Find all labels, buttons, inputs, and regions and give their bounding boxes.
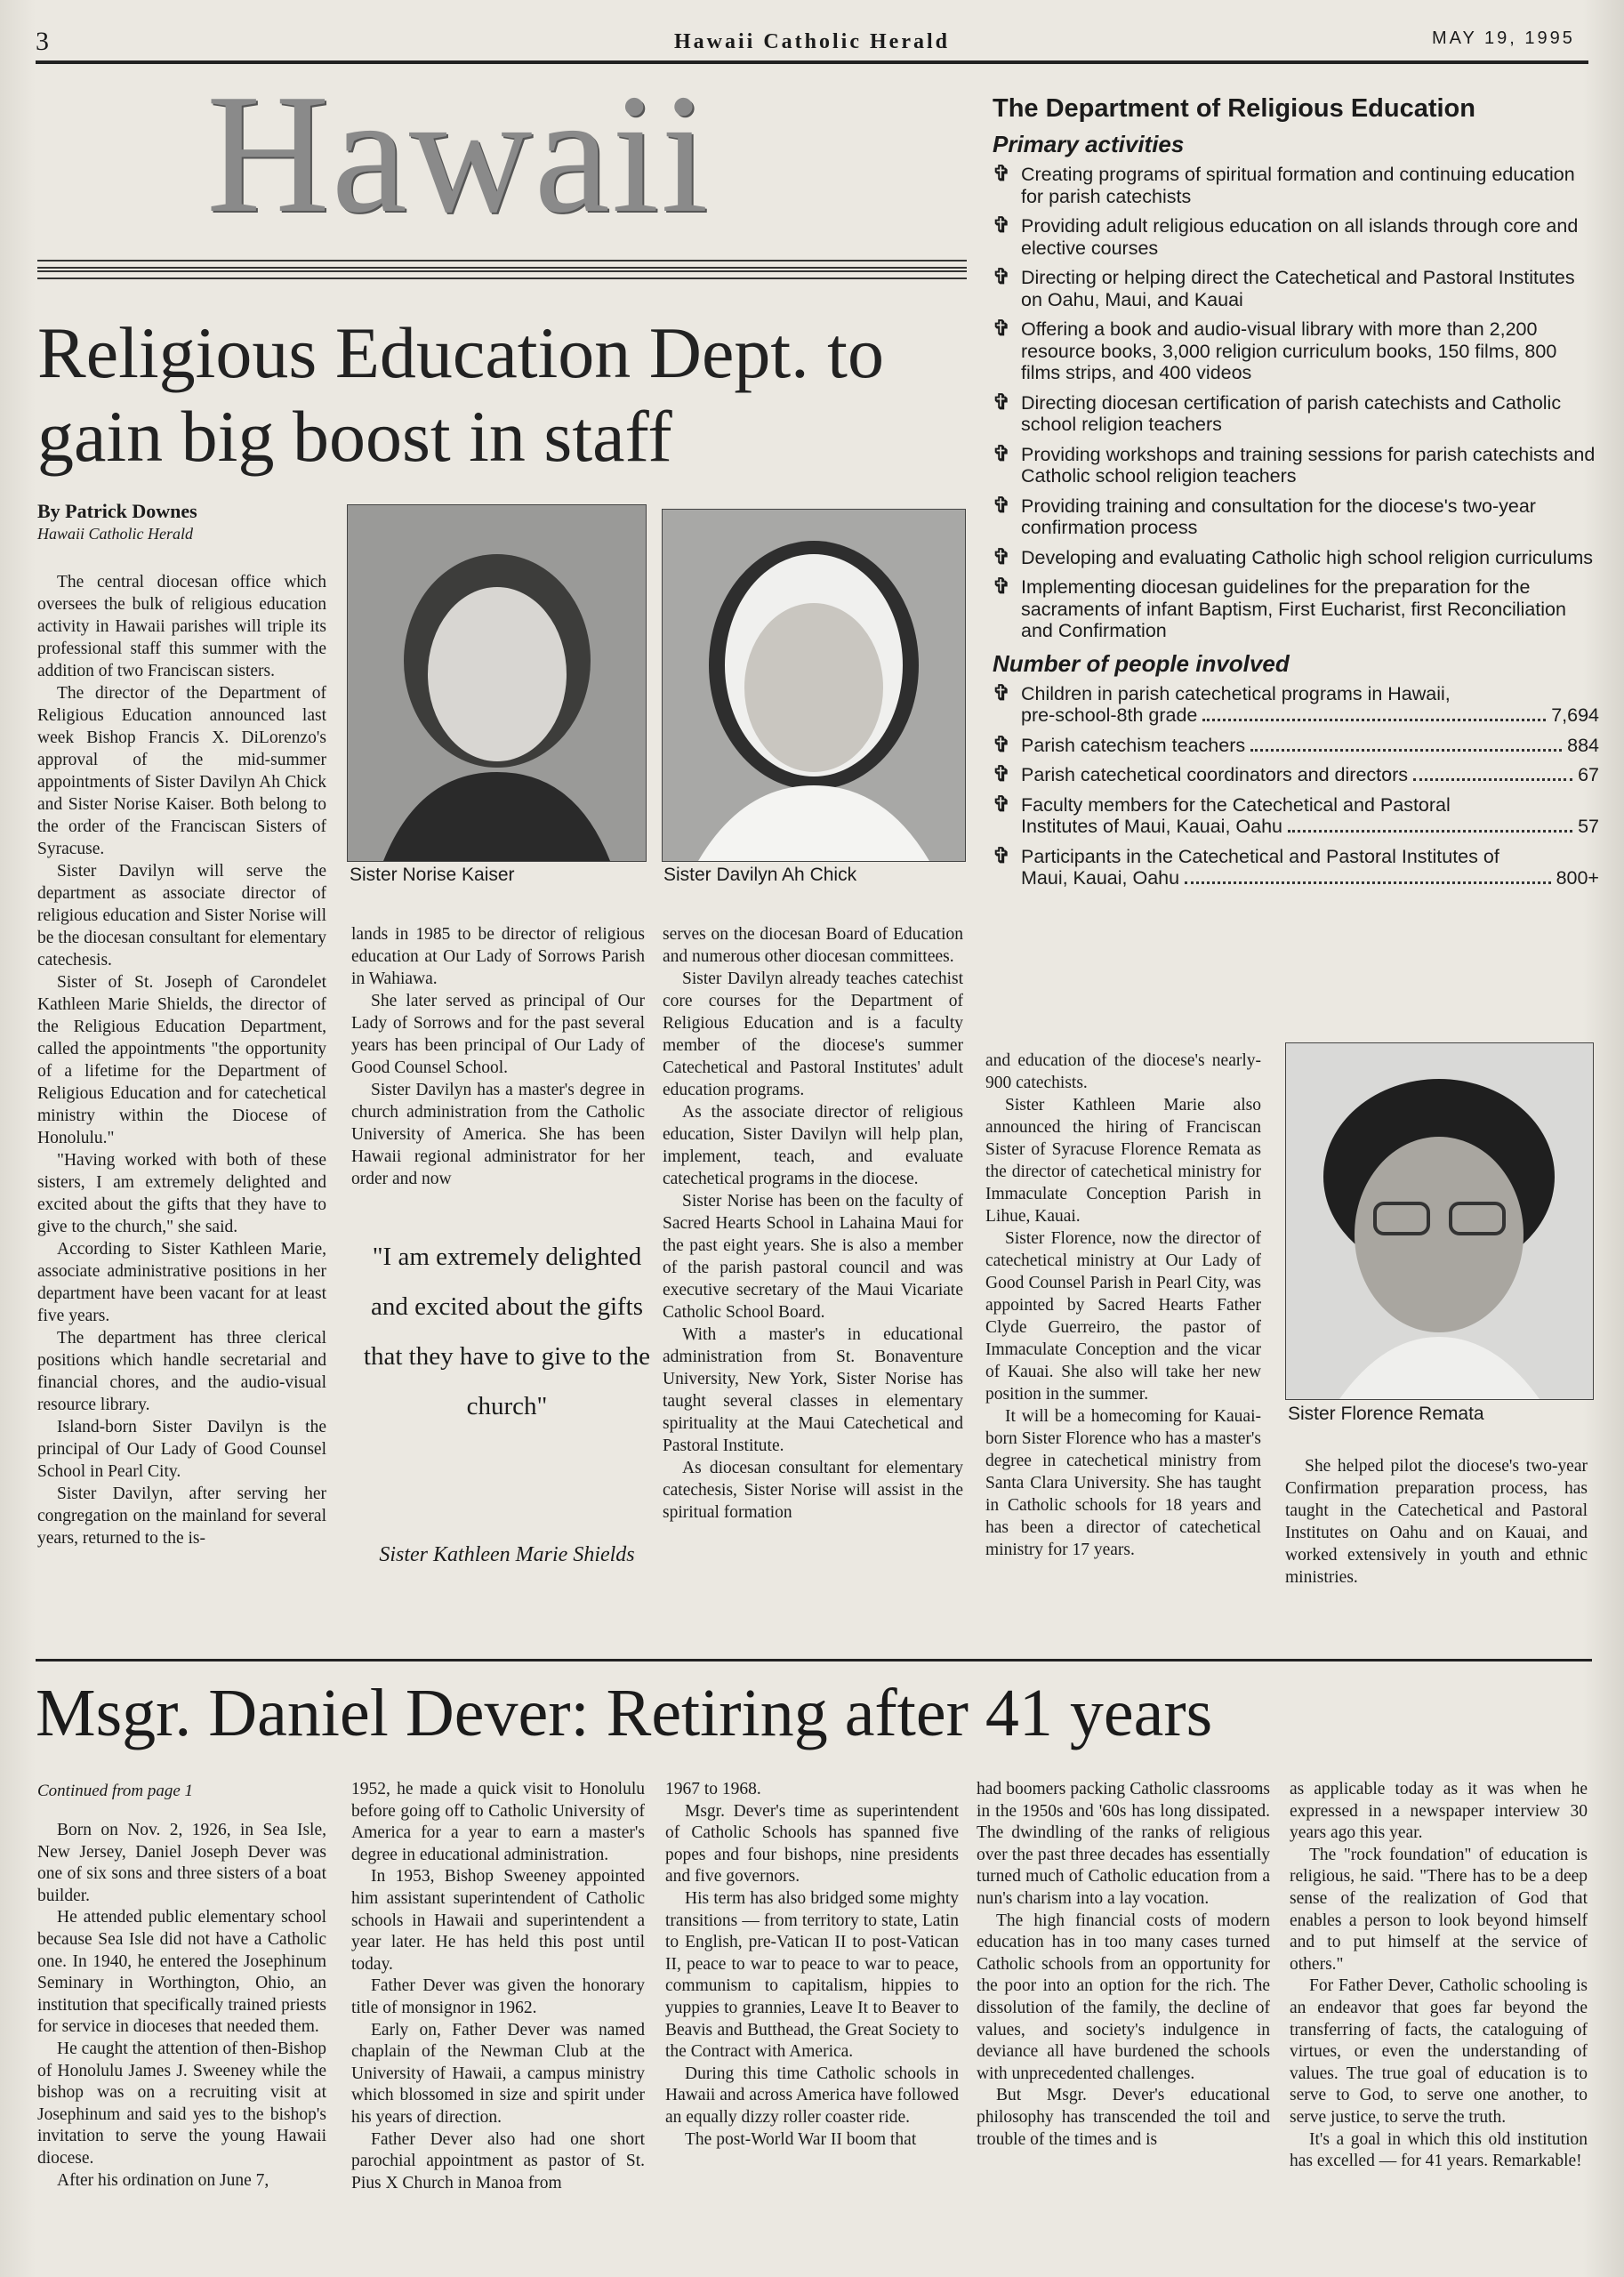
paragraph: serves on the diocesan Board of Education and numerous other diocesan committees. xyxy=(663,925,963,966)
caption-davilyn: Sister Davilyn Ah Chick xyxy=(663,865,857,885)
cross-icon: ✞ xyxy=(993,213,1011,237)
cross-icon: ✞ xyxy=(993,544,1011,569)
paragraph: But Msgr. Dever's educational philosophy has transcended the toil and trouble of the times and is xyxy=(977,2086,1270,2149)
paragraph: Father Dever was given the honorary title of monsignor in 1962. xyxy=(351,1976,645,2017)
paragraph: After his ordination on June 7, xyxy=(57,2170,269,2190)
cross-icon: ✞ xyxy=(993,843,1011,868)
portrait-image xyxy=(1286,1043,1593,1399)
portrait-image xyxy=(663,510,965,861)
paragraph: and education of the diocese's nearly-900 catechists. xyxy=(985,1051,1261,1092)
list-item: ✞ Providing training and consultation for the diocese's two-year confirmation process xyxy=(993,493,1536,538)
paragraph: Sister Norise has been on the faculty of Sacred Hearts School in Lahaina Maui for the past eight years. She is also a member of the parish pastoral council and was executive secretary of the Maui Vicariate Catholic School Board. xyxy=(663,1192,963,1322)
list-item: ✞ Parish catechism teachers 884 xyxy=(993,732,1599,757)
paragraph: It will be a homecoming for Kauai-born Sister Florence who has a master's degree in catechetical ministry from Santa Clara University. She has taught in Catholic schools for 18 years and has been a director of catechetical ministry for 17 years. xyxy=(985,1407,1261,1559)
paragraph: His term has also bridged some mighty transitions — from territory to state, Latin to English, pre-Vatican II to post-Vatican II, peace to war to peace to war to peace, communism to capitalism, hippies to yuppies to grannies, Leave It to Beaver to Beavis and Butthead, the Great Society to the Contract with America. xyxy=(665,1888,959,2062)
paragraph: She helped pilot the diocese's two-year Confirmation preparation process, has taught in the Catechetical and Pastoral Institutes on Oahu and on Kauai, and worked extensively in youth and ethnic ministries. xyxy=(1285,1457,1588,1587)
paragraph: 1967 to 1968. xyxy=(665,1780,761,1798)
list-item: ✞ Implementing diocesan guidelines for the preparation for the sacraments of infant Baptism, First Eucharist, first Reconciliation and Confirmation xyxy=(993,575,1566,641)
paragraph: He attended public elementary school because Sea Isle did not have a Catholic one. In 1940, he entered the Josephinum Seminary in Worthington, Ohio, an institution that specifically trained priests for service in dioceses that needed them. xyxy=(37,1908,326,2037)
people-list xyxy=(977,680,1599,889)
paragraph: With a master's in educational administration from St. Bonaventure University, New York, Sister Norise has taught several classes in elementary spirituality at the Maui Catechetical and Pastoral Institute. xyxy=(663,1325,963,1455)
top-story-col4 xyxy=(985,1050,1261,1561)
cross-icon: ✞ xyxy=(993,732,1011,757)
list-item: ✞ Offering a book and audio-visual library with more than 2,200 resource books, 3,000 religion curriculum books, 150 films, 800 films strips, and 400 videos xyxy=(993,317,1557,383)
top-story-col1 xyxy=(37,571,326,1549)
list-item: ✞ Creating programs of spiritual formation and continuing education for parish catechists xyxy=(993,162,1575,207)
paragraph: 1952, he made a quick visit to Honolulu before going off to Catholic University of America for a year to earn a master's degree in educational administration. xyxy=(351,1780,645,1864)
cross-icon: ✞ xyxy=(993,575,1011,599)
bottom-story-col2 xyxy=(351,1779,645,2194)
paragraph: He caught the attention of then-Bishop of Honolulu James J. Sweeney while the bishop was on a recruiting visit at Josephinum and said yes to the bishop's invitation to serve the young Hawaii diocese. xyxy=(37,2039,326,2168)
paragraph: had boomers packing Catholic classrooms in the 1950s and '60s has long dissipated. The dwindling of the ranks of religious over the past three decades has essentially turned much of Catholic education from a nun's charism into a lay vocation. xyxy=(977,1780,1270,1908)
paragraph: "Having worked with both of these sisters, I am extremely delighted and excited about the gifts that they have to give to the church," she said. xyxy=(37,1151,326,1236)
top-story-col2 xyxy=(351,923,645,1190)
paragraph: The "rock foundation" of education is religious, he said. "There has to be a deep sense of the realization of God that enables a person to look beyond himself and to put himself at the service of others." xyxy=(1290,1845,1588,1974)
cross-icon: ✞ xyxy=(993,390,1011,414)
paragraph: Father Dever also had one short parochial appointment as pastor of St. Pius X Church in Manoa from xyxy=(351,2129,645,2193)
issue-date: MAY 19, 1995 xyxy=(1432,28,1575,48)
paragraph: According to Sister Kathleen Marie, associate administrative positions in her department have been vacant for at least five years. xyxy=(37,1240,326,1325)
caption-norise: Sister Norise Kaiser xyxy=(350,865,515,885)
photo-davilyn-ah-chick xyxy=(662,509,966,862)
paragraph: For Father Dever, Catholic schooling is an endeavor that goes far beyond the transferring of facts, the cataloguing of virtues, or even the understanding of values. The true goal of education is to serve to God, to serve one another, to serve justice, to serve the truth. xyxy=(1290,1976,1588,2127)
paragraph: She later served as principal of Our Lady of Sorrows and for the past several years has been principal of Our Lady of Good Counsel School. xyxy=(351,992,645,1077)
top-story-col5 xyxy=(1285,1455,1588,1589)
cross-icon: ✞ xyxy=(993,680,1011,705)
bottom-story-col1 xyxy=(37,1820,326,2192)
bottom-story-col5 xyxy=(1290,1779,1588,2173)
paragraph: Msgr. Dever's time as superintendent of Catholic Schools has spanned five popes and four bishops, nine presidents and five governors. xyxy=(665,1801,959,1887)
primary-activities-heading: Primary activities xyxy=(993,131,1185,157)
paragraph: In 1953, Bishop Sweeney appointed him assistant superintendent of Catholic schools in Hawaii and superintendent a year later. He has held this post until today. xyxy=(351,1867,645,1974)
paper-name: Hawaii Catholic Herald xyxy=(674,30,950,53)
paragraph: The department has three clerical positions which handle secretarial and financial chores, and the audio-visual resource library. xyxy=(37,1329,326,1414)
activities-list xyxy=(977,164,1599,642)
continued-from: Continued from page 1 xyxy=(37,1782,194,1800)
list-item: ✞ Faculty members for the Catechetical and Pastoral Institutes of Maui, Kauai, Oahu 57 xyxy=(993,792,1599,837)
list-item: ✞ Providing workshops and training sessions for parish catechists and Catholic school religion teachers xyxy=(993,441,1596,487)
top-headline: Religious Education Dept. to gain big boost in staff xyxy=(37,312,884,477)
paragraph: It's a goal in which this old institution has excelled — for 41 years. Remarkable! xyxy=(1290,2129,1588,2171)
cross-icon: ✞ xyxy=(993,441,1011,466)
paragraph: The high financial costs of modern education has in too many cases turned Catholic schools from an opportunity for the poor into an option for the rich. The dissolution of the family, the decline of values, and society's indulgence in deviance all have burdened the schools with unprecedented challenges. xyxy=(977,1911,1270,2083)
people-involved-heading: Number of people involved xyxy=(993,649,1290,677)
list-item: ✞ Children in parish catechetical programs in Hawaii, pre-school-8th grade 7,694 xyxy=(993,680,1599,726)
portrait-image xyxy=(348,505,646,861)
cross-icon: ✞ xyxy=(993,792,1011,817)
list-item: ✞ Directing or helping direct the Catechetical and Pastoral Institutes on Oahu, Maui, and Kauai xyxy=(993,265,1575,310)
paragraph: Sister Kathleen Marie also announced the hiring of Franciscan Sister of Syracuse Florence Remata as the director of catechetical ministry for Immaculate Conception Parish in Lihue, Kauai. xyxy=(985,1096,1261,1226)
paragraph: The post-World War II boom that xyxy=(685,2129,917,2149)
paragraph: As the associate director of religious education, Sister Davilyn will help plan, implement, teach, and evaluate catechetical programs in the diocese. xyxy=(663,1103,963,1188)
paragraph: Sister Florence, now the director of catechetical ministry at Our Lady of Good Counsel Parish in Pearl City, was appointed by Sacred Hearts Father Clyde Guerreiro, the pastor of Immaculate Conception and the vicar of Kauai. She also will take her new position in the summer. xyxy=(985,1229,1261,1404)
paragraph: Sister Davilyn, after serving her congregation on the mainland for several years, returned to the is- xyxy=(37,1484,326,1548)
byline-org: Hawaii Catholic Herald xyxy=(37,525,193,543)
paragraph: Island-born Sister Davilyn is the principal of Our Lady of Good Counsel School in Pearl City. xyxy=(37,1418,326,1481)
pull-quote: "I am extremely delighted and excited about the gifts that they have to give to the church" xyxy=(363,1243,651,1420)
paragraph: Sister Davilyn has a master's degree in church administration from the Catholic University of America. She has been Hawaii regional administrator for her order and now xyxy=(351,1081,645,1188)
cross-icon: ✞ xyxy=(993,493,1011,518)
paragraph: Sister Davilyn will serve the department as associate director of religious education and Sister Norise will be the diocesan consultant for elementary catechesis. xyxy=(37,862,326,970)
paragraph: Sister Davilyn already teaches catechist core courses for the Department of Religious Education and is a faculty member of the diocese's summer Catechetical and Pastoral Institutes' adult education programs. xyxy=(663,970,963,1099)
paragraph: The director of the Department of Religious Education announced last week Bishop Francis X. DiLorenzo's approval of the mid-summer appointments of Sister Davilyn Ah Chick and Sister Norise Kaiser. Both belong to the order of the Franciscan Sisters of Syracuse. xyxy=(37,684,326,858)
byline: By Patrick Downes xyxy=(37,500,197,522)
list-item: ✞ Participants in the Catechetical and Pastoral Institutes of Maui, Kauai, Oahu 800+ xyxy=(993,843,1599,889)
paragraph: Sister of St. Joseph of Carondelet Kathleen Marie Shields, the director of the Religious Education Department, called the appointments "the opportunity of a lifetime for the Department of Religious Education and for catechetical ministry within the Diocese of Honolulu." xyxy=(37,973,326,1147)
bottom-story-rule xyxy=(36,1659,1592,1661)
bottom-story-col4 xyxy=(977,1779,1270,2151)
list-item: ✞ Directing diocesan certification of parish catechists and Catholic school religion teachers xyxy=(993,390,1562,435)
top-story-col3 xyxy=(663,923,963,1524)
cross-icon: ✞ xyxy=(993,265,1011,289)
paragraph: as applicable today as it was when he expressed in a newspaper interview 30 years ago this year. xyxy=(1290,1780,1588,1843)
pull-quote-author: Sister Kathleen Marie Shields xyxy=(379,1543,635,1566)
paragraph: Born on Nov. 2, 1926, in Sea Isle, New Jersey, Daniel Joseph Dever was one of six sons and three sisters of a boat builder. xyxy=(37,1821,326,1905)
section-rule xyxy=(37,260,967,269)
paragraph: The central diocesan office which oversees the bulk of religious education activity in Hawaii parishes will triple its professional staff this summer with the addition of two Franciscan sisters. xyxy=(37,573,326,680)
paragraph: Early on, Father Dever was named chaplain of the Newman Club at the University of Hawaii, a campus ministry which blossomed in size and spirit under his years of direction. xyxy=(351,2020,645,2127)
list-item: ✞ Developing and evaluating Catholic high school religion curriculums xyxy=(993,544,1593,569)
cross-icon: ✞ xyxy=(993,762,1011,786)
page-number: 3 xyxy=(36,27,49,56)
list-item: ✞ Parish catechetical coordinators and directors 67 xyxy=(993,762,1599,786)
photo-norise-kaiser xyxy=(347,504,647,862)
caption-florence: Sister Florence Remata xyxy=(1288,1404,1484,1424)
list-item: ✞ Providing adult religious education on all islands through core and elective courses xyxy=(993,213,1579,259)
photo-florence-remata xyxy=(1285,1042,1594,1400)
bottom-headline: Msgr. Daniel Dever: Retiring after 41 years xyxy=(36,1676,1213,1750)
paragraph: During this time Catholic schools in Hawaii and across America have followed an equally dizzy roller coaster ride. xyxy=(665,2064,959,2127)
paragraph: As diocesan consultant for elementary catechesis, Sister Norise will assist in the spiritual formation xyxy=(663,1459,963,1522)
section-title: Hawaii xyxy=(206,59,711,248)
bottom-story-col3 xyxy=(665,1779,959,2151)
cross-icon: ✞ xyxy=(993,317,1011,341)
section-rule-2 xyxy=(37,270,967,279)
box-title: The Department of Religious Education xyxy=(993,94,1475,123)
paragraph: lands in 1985 to be director of religious education at Our Lady of Sorrows Parish in Wahiawa. xyxy=(351,925,645,988)
cross-icon: ✞ xyxy=(993,162,1011,186)
department-info-box xyxy=(977,94,1599,897)
